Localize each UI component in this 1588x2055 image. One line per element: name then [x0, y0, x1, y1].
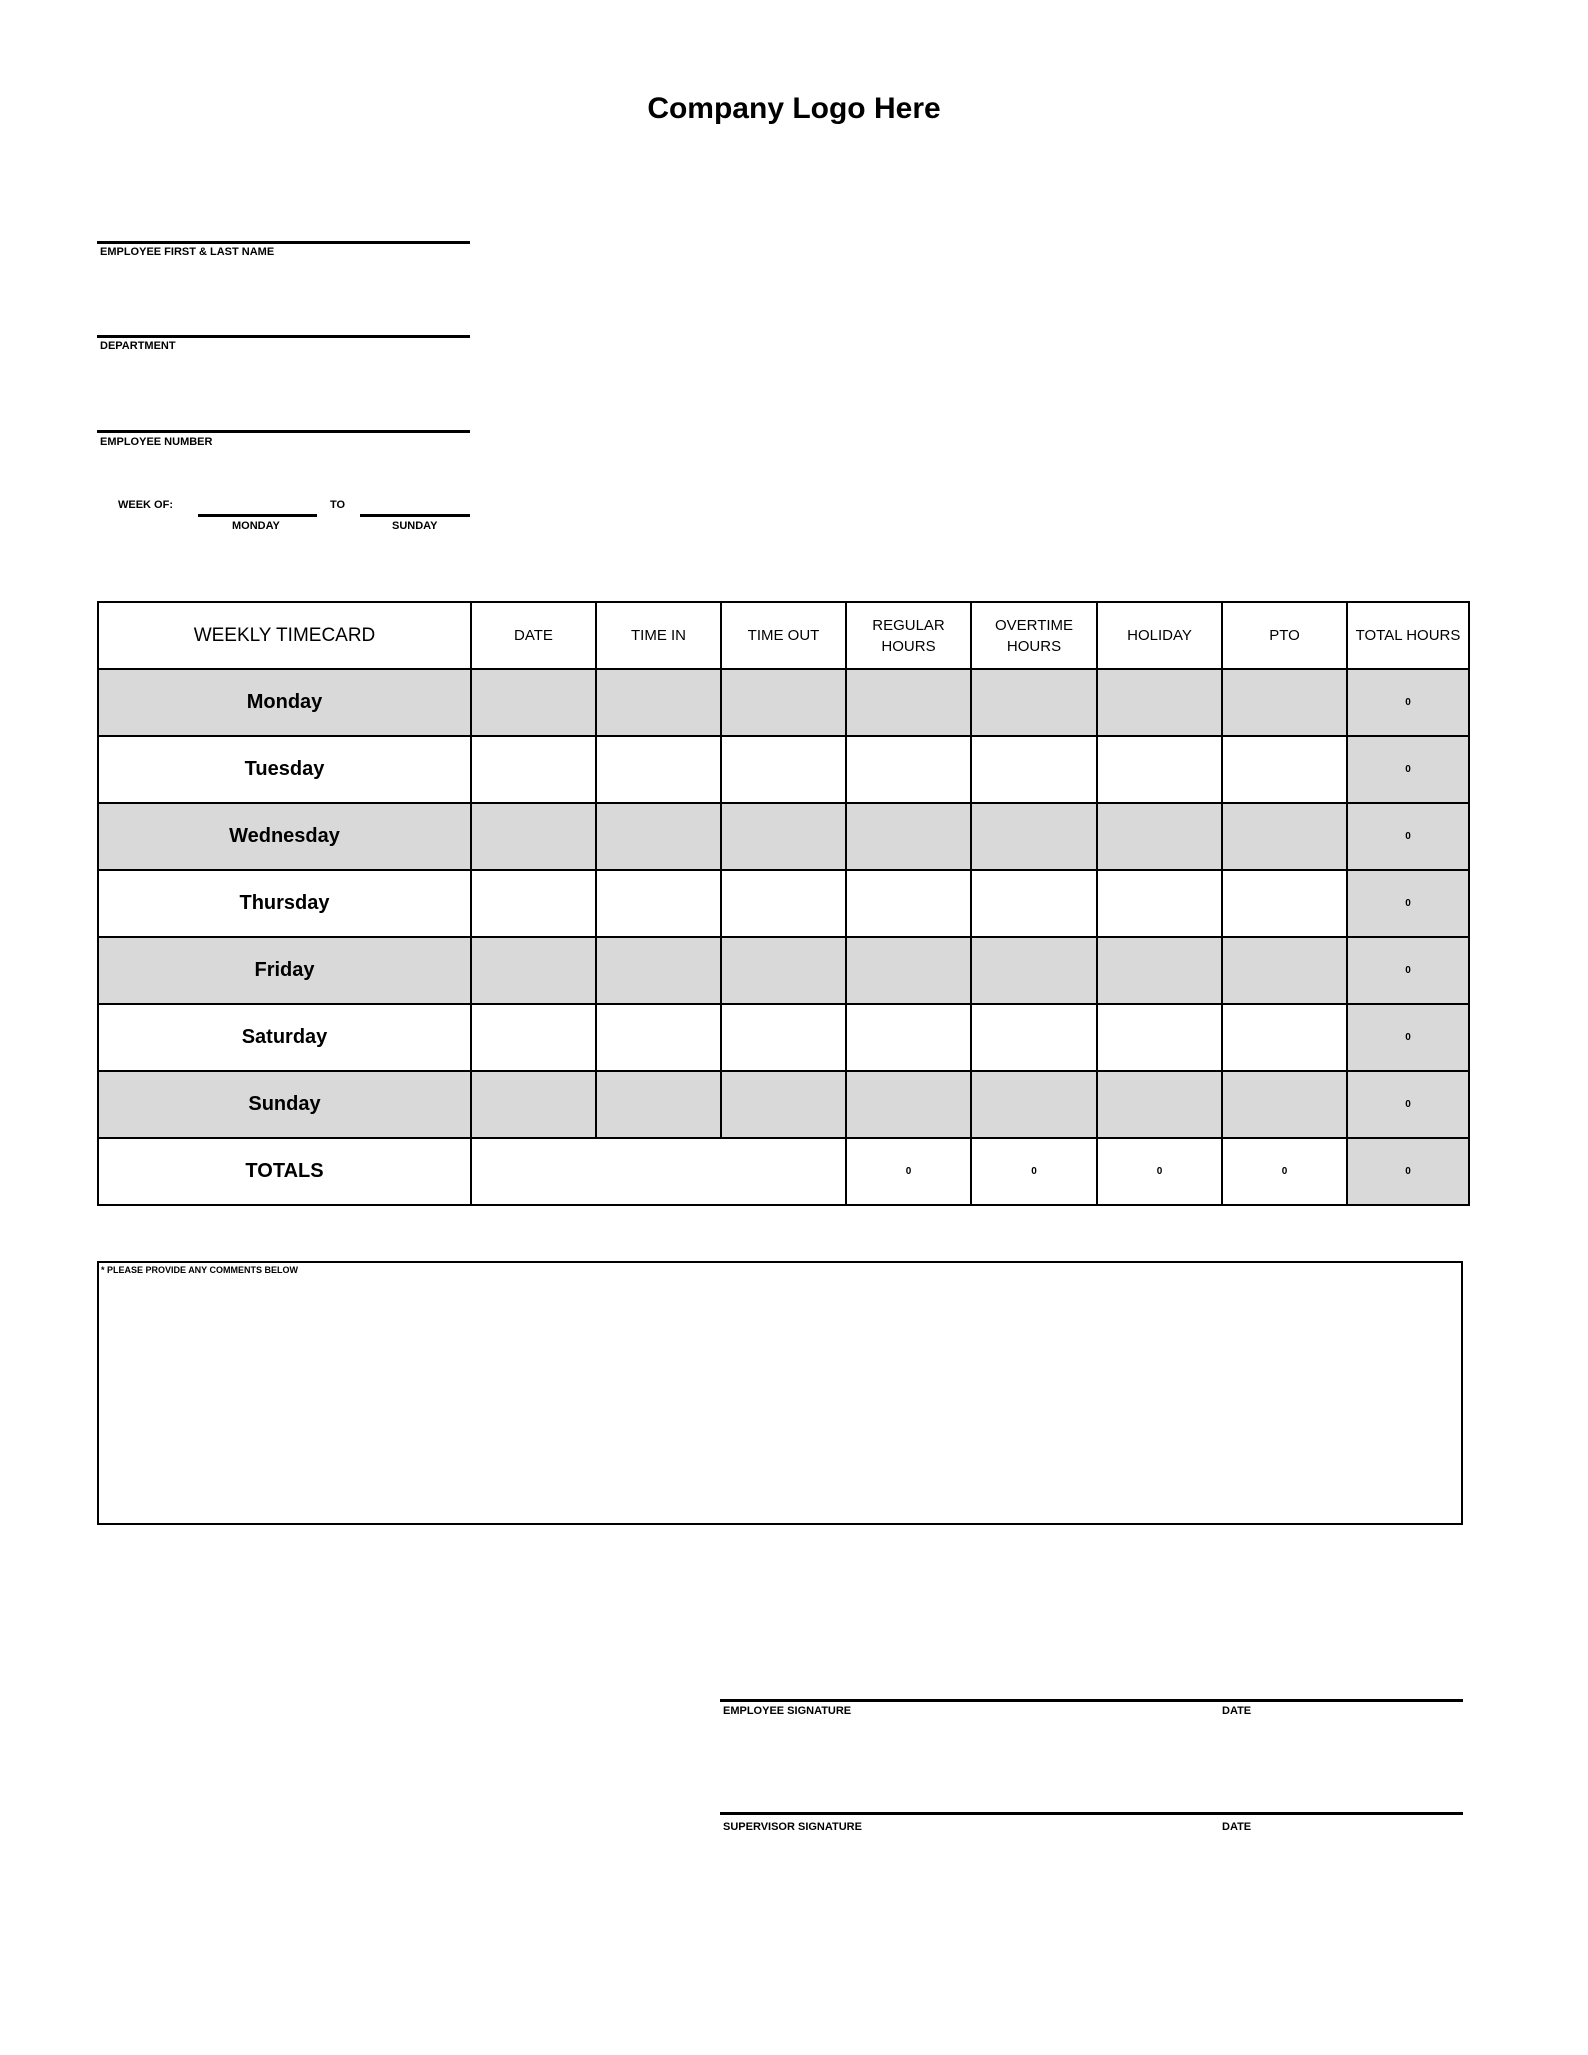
date-cell[interactable] — [471, 803, 596, 870]
total-hours-cell: 0 — [1347, 1071, 1469, 1138]
total-regular-hours: 0 — [846, 1138, 971, 1205]
holiday-cell[interactable] — [1097, 1004, 1222, 1071]
pto-cell[interactable] — [1222, 1004, 1347, 1071]
pto-cell[interactable] — [1222, 803, 1347, 870]
day-label: Wednesday — [98, 803, 471, 870]
header-pto: PTO — [1222, 602, 1347, 669]
header-time-in: TIME IN — [596, 602, 721, 669]
holiday-cell[interactable] — [1097, 803, 1222, 870]
time-in-cell[interactable] — [596, 937, 721, 1004]
to-label: TO — [330, 499, 346, 511]
time-out-cell[interactable] — [721, 669, 846, 736]
holiday-cell[interactable] — [1097, 736, 1222, 803]
day-label: Monday — [98, 669, 471, 736]
regular-hours-cell[interactable] — [846, 937, 971, 1004]
overtime-hours-cell[interactable] — [971, 1004, 1097, 1071]
header-regular-hours — [846, 602, 971, 669]
overtime-hours-cell[interactable] — [971, 870, 1097, 937]
company-logo-placeholder: Company Logo Here — [647, 92, 941, 125]
employee-name-field[interactable] — [97, 241, 470, 244]
day-label: Tuesday — [98, 736, 471, 803]
date-cell[interactable] — [471, 736, 596, 803]
time-in-cell[interactable] — [596, 870, 721, 937]
time-in-cell[interactable] — [596, 736, 721, 803]
supervisor-signature-label: SUPERVISOR SIGNATURE — [723, 1821, 862, 1833]
pto-cell[interactable] — [1222, 736, 1347, 803]
table-row — [98, 1004, 1469, 1071]
regular-hours-cell[interactable] — [846, 669, 971, 736]
table-row — [98, 669, 1469, 736]
header-holiday: HOLIDAY — [1097, 602, 1222, 669]
time-out-cell[interactable] — [721, 803, 846, 870]
weekly-timecard-table — [97, 601, 1470, 1206]
overtime-hours-cell[interactable] — [971, 937, 1097, 1004]
employee-name-label: EMPLOYEE FIRST & LAST NAME — [100, 246, 275, 258]
supervisor-date-label: DATE — [1222, 1821, 1252, 1833]
monday-label: MONDAY — [232, 520, 280, 532]
week-end-field[interactable] — [360, 514, 470, 517]
table-row — [98, 1071, 1469, 1138]
overtime-hours-cell[interactable] — [971, 803, 1097, 870]
header-regular-line2: HOURS — [881, 637, 936, 655]
total-hours-cell: 0 — [1347, 937, 1469, 1004]
total-overtime-hours: 0 — [971, 1138, 1097, 1205]
department-label: DEPARTMENT — [100, 340, 176, 352]
totals-blank-cell — [471, 1138, 846, 1205]
employee-signature-field[interactable] — [720, 1699, 1463, 1702]
pto-cell[interactable] — [1222, 870, 1347, 937]
table-row — [98, 870, 1469, 937]
grand-total-hours: 0 — [1347, 1138, 1469, 1205]
total-hours-cell: 0 — [1347, 870, 1469, 937]
totals-row — [98, 1138, 1469, 1205]
employee-signature-label: EMPLOYEE SIGNATURE — [723, 1705, 852, 1717]
holiday-cell[interactable] — [1097, 870, 1222, 937]
comments-label: * PLEASE PROVIDE ANY COMMENTS BELOW — [101, 1265, 299, 1275]
employee-number-label: EMPLOYEE NUMBER — [100, 436, 213, 448]
table-row — [98, 736, 1469, 803]
time-out-cell[interactable] — [721, 1071, 846, 1138]
overtime-hours-cell[interactable] — [971, 669, 1097, 736]
time-out-cell[interactable] — [721, 736, 846, 803]
regular-hours-cell[interactable] — [846, 870, 971, 937]
header-time-out: TIME OUT — [721, 602, 846, 669]
sunday-label: SUNDAY — [392, 520, 438, 532]
date-cell[interactable] — [471, 937, 596, 1004]
time-out-cell[interactable] — [721, 870, 846, 937]
day-label: Sunday — [98, 1071, 471, 1138]
header-date: DATE — [471, 602, 596, 669]
pto-cell[interactable] — [1222, 937, 1347, 1004]
table-title: WEEKLY TIMECARD — [98, 602, 471, 669]
table-row — [98, 803, 1469, 870]
regular-hours-cell[interactable] — [846, 1004, 971, 1071]
day-label: Saturday — [98, 1004, 471, 1071]
regular-hours-cell[interactable] — [846, 1071, 971, 1138]
total-hours-cell: 0 — [1347, 669, 1469, 736]
employee-date-label: DATE — [1222, 1705, 1252, 1717]
total-hours-cell: 0 — [1347, 803, 1469, 870]
employee-number-field[interactable] — [97, 430, 470, 433]
header-overtime-hours — [971, 602, 1097, 669]
table-header-row — [98, 602, 1469, 669]
time-in-cell[interactable] — [596, 669, 721, 736]
time-in-cell[interactable] — [596, 1004, 721, 1071]
holiday-cell[interactable] — [1097, 669, 1222, 736]
overtime-hours-cell[interactable] — [971, 736, 1097, 803]
time-in-cell[interactable] — [596, 1071, 721, 1138]
table-row — [98, 937, 1469, 1004]
total-hours-cell: 0 — [1347, 1004, 1469, 1071]
week-of-label: WEEK OF: — [118, 499, 173, 511]
comments-box[interactable] — [97, 1261, 1463, 1525]
time-in-cell[interactable] — [596, 803, 721, 870]
day-label: Thursday — [98, 870, 471, 937]
date-cell[interactable] — [471, 870, 596, 937]
date-cell[interactable] — [471, 669, 596, 736]
header-overtime-line1: OVERTIME — [994, 616, 1074, 634]
total-hours-cell: 0 — [1347, 736, 1469, 803]
holiday-cell[interactable] — [1097, 1071, 1222, 1138]
total-pto: 0 — [1222, 1138, 1347, 1205]
day-label: Friday — [98, 937, 471, 1004]
header-total-hours: TOTAL HOURS — [1347, 602, 1469, 669]
pto-cell[interactable] — [1222, 669, 1347, 736]
time-out-cell[interactable] — [721, 937, 846, 1004]
totals-label: TOTALS — [98, 1138, 471, 1205]
date-cell[interactable] — [471, 1071, 596, 1138]
overtime-hours-cell[interactable] — [971, 1071, 1097, 1138]
supervisor-signature-field[interactable] — [720, 1812, 1463, 1815]
department-field[interactable] — [97, 335, 470, 338]
regular-hours-cell[interactable] — [846, 736, 971, 803]
time-out-cell[interactable] — [721, 1004, 846, 1071]
pto-cell[interactable] — [1222, 1071, 1347, 1138]
week-start-field[interactable] — [198, 514, 317, 517]
holiday-cell[interactable] — [1097, 937, 1222, 1004]
regular-hours-cell[interactable] — [846, 803, 971, 870]
header-regular-line1: REGULAR — [872, 616, 945, 634]
date-cell[interactable] — [471, 1004, 596, 1071]
total-holiday: 0 — [1097, 1138, 1222, 1205]
header-overtime-line2: HOURS — [1006, 637, 1062, 655]
